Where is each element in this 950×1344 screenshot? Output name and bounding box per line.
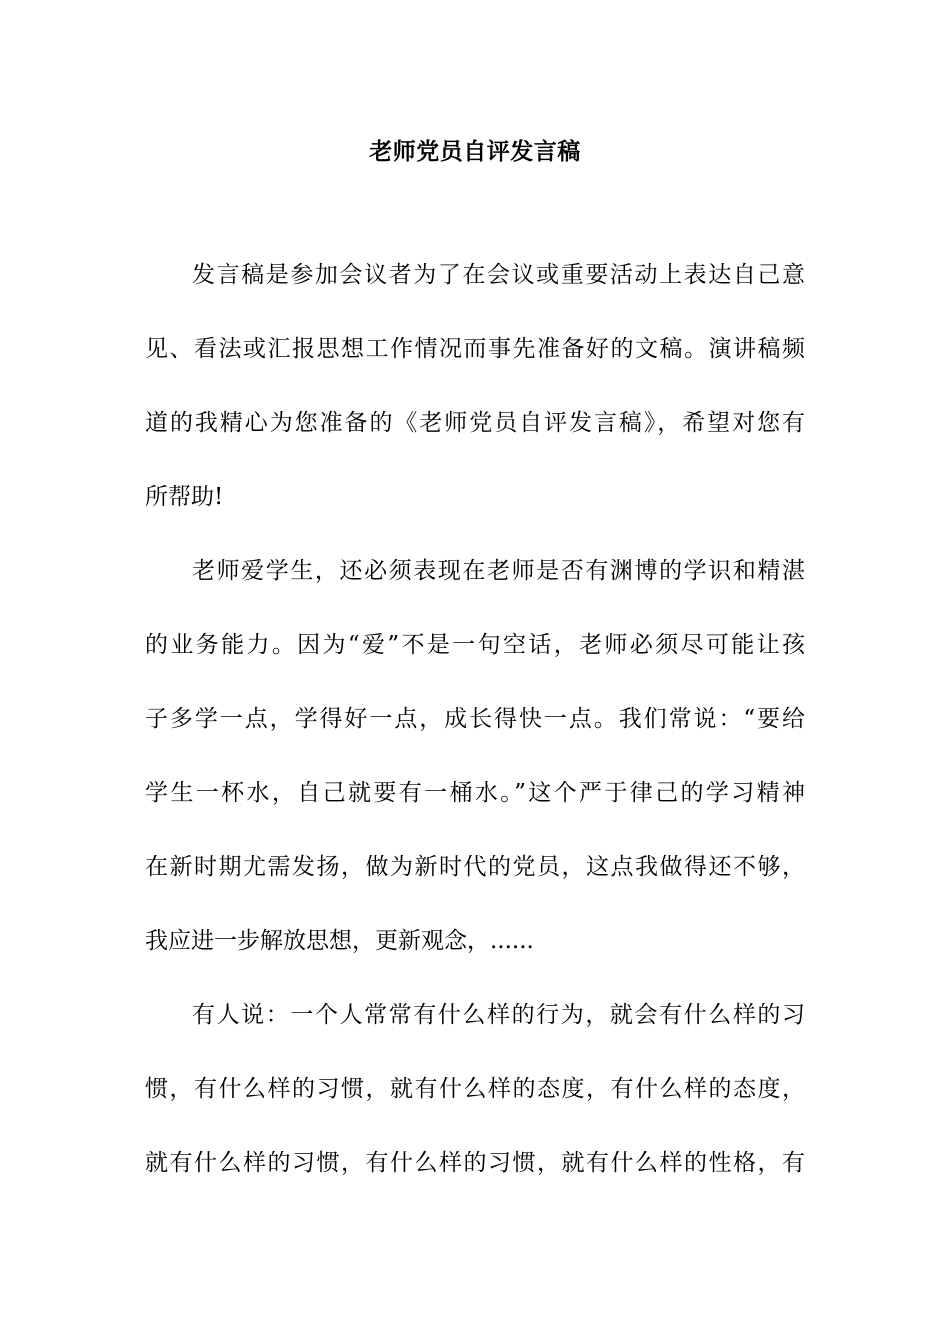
paragraph-line: 见、看法或汇报思想工作情况而事先准备好的文稿。演讲稿频 [145,336,805,362]
paragraph-line: 我应进一步解放思想，更新观念，...... [145,928,534,954]
paragraph-habits [145,978,805,1200]
paragraph-line: 惯，有什么样的习惯，就有什么样的态度，有什么样的态度， [145,1076,805,1102]
document-body [145,238,805,1200]
paragraph-line: 子多学一点，学得好一点，成长得快一点。我们常说：“要给 [145,706,805,732]
paragraph-line: 在新时期尤需发扬，做为新时代的党员，这点我做得还不够， [145,854,805,880]
document-title: 老师党员自评发言稿 [369,138,581,165]
paragraph-line: 有人说：一个人常常有什么样的行为，就会有什么样的习 [192,1002,805,1028]
paragraph-line: 所帮助! [145,484,224,510]
paragraph-line: 的业务能力。因为“爱”不是一句空话，老师必须尽可能让孩 [145,632,805,658]
paragraph-teacher-love [145,534,805,978]
paragraph-line: 就有什么样的习惯，有什么样的习惯，就有什么样的性格，有 [145,1150,805,1176]
paragraph-line: 老师爱学生，还必须表现在老师是否有渊博的学识和精湛 [192,558,805,584]
paragraph-line: 发言稿是参加会议者为了在会议或重要活动上表达自己意 [192,262,805,288]
paragraph-line: 道的我精心为您准备的《老师党员自评发言稿》，希望对您有 [145,410,805,436]
paragraph-intro [145,238,805,534]
paragraph-line: 学生一杯水，自己就要有一桶水。”这个严于律己的学习精神 [145,780,805,806]
